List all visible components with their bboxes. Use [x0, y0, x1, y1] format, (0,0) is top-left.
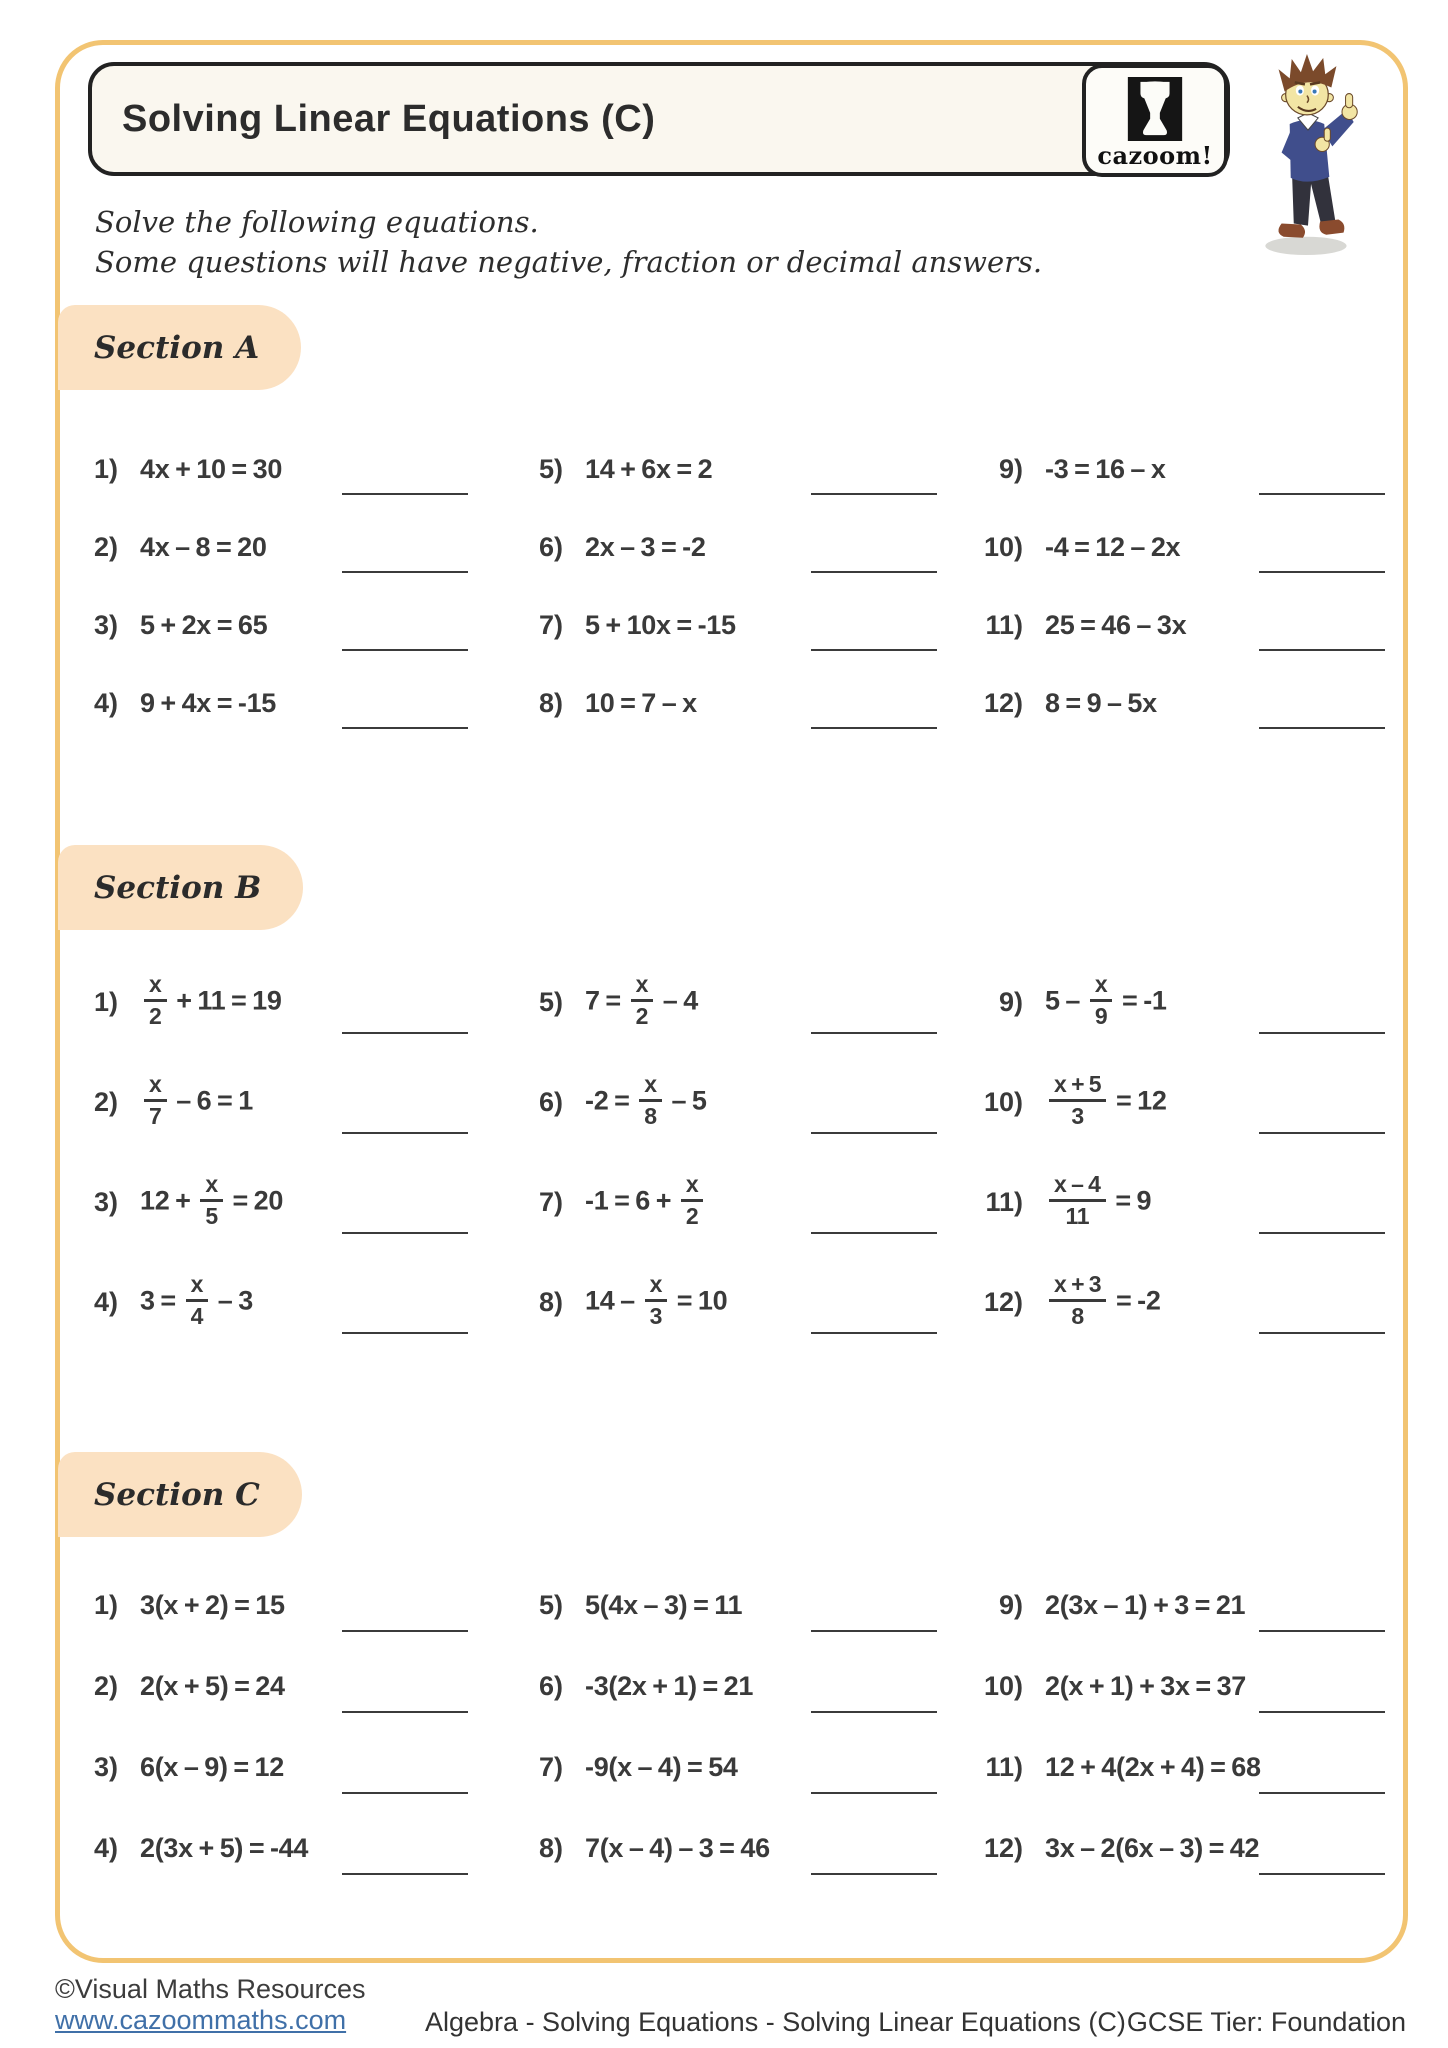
page-title: Solving Linear Equations (C) [122, 97, 656, 140]
section-a-tab [58, 305, 301, 390]
question-number: 5) [538, 1590, 563, 1620]
question-item [965, 586, 1385, 664]
question-number: 6) [538, 531, 563, 562]
question-number: 2) [93, 1671, 118, 1701]
fraction: $\frac{x}{8}$ [639, 1073, 662, 1128]
answer-line[interactable] [811, 1630, 937, 1632]
equation-text: $\frac{x + 3}{8}$ = -2 [1045, 1275, 1161, 1330]
mascot-boy-illustration [1243, 50, 1375, 260]
title-bar [88, 62, 1230, 176]
equation-text: 5 + 2x = 65 [140, 609, 268, 640]
answer-line[interactable] [1259, 1232, 1385, 1234]
question-number: 12) [983, 1833, 1023, 1863]
question-number: 12) [983, 1286, 1023, 1317]
answer-line[interactable] [1259, 571, 1385, 573]
section-b-label: Section B [94, 869, 262, 906]
answer-line[interactable] [811, 1032, 937, 1034]
question-item [60, 1565, 468, 1646]
answer-line[interactable] [342, 1711, 468, 1713]
equation-text: 2(x + 1) + 3x = 37 [1045, 1671, 1247, 1701]
answer-line[interactable] [342, 1873, 468, 1875]
answer-line[interactable] [342, 1792, 468, 1794]
question-item [60, 430, 468, 508]
section-b-tab [58, 845, 303, 930]
equation-text: 5(4x – 3) = 11 [585, 1590, 743, 1620]
question-item [60, 664, 468, 742]
equation-text: 2x – 3 = -2 [585, 531, 706, 562]
answer-line[interactable] [1259, 493, 1385, 495]
question-item [965, 1252, 1385, 1352]
equation-text: -4 = 12 – 2x [1045, 531, 1181, 562]
question-item [60, 1808, 468, 1889]
instruction-line-1: Solve the following equations. [95, 205, 539, 239]
question-item [965, 1052, 1385, 1152]
question-number: 11) [985, 1186, 1023, 1217]
equation-text: 25 = 46 – 3x [1045, 609, 1187, 640]
question-item [965, 508, 1385, 586]
answer-line[interactable] [342, 571, 468, 573]
equation-text: 2(3x – 1) + 3 = 21 [1045, 1590, 1246, 1620]
question-item [965, 430, 1385, 508]
equation-text: $\frac{x - 4}{11}$ = 9 [1045, 1175, 1151, 1230]
instructions [95, 202, 1042, 282]
answer-line[interactable] [1259, 649, 1385, 651]
question-number: 7) [538, 609, 563, 640]
fraction: $\frac{x}{5}$ [200, 1173, 223, 1228]
section-b [55, 845, 1405, 1355]
question-item [60, 1646, 468, 1727]
equation-text: $\frac{x + 5}{3}$ = 12 [1045, 1075, 1167, 1130]
question-number: 5) [538, 986, 563, 1017]
cazoom-logo [1082, 64, 1228, 177]
answer-line[interactable] [1259, 727, 1385, 729]
question-number: 4) [93, 1833, 118, 1863]
question-item [965, 1808, 1385, 1889]
answer-line[interactable] [1259, 1032, 1385, 1034]
question-item [60, 1152, 468, 1252]
question-number: 5) [538, 453, 563, 484]
question-item [60, 1052, 468, 1152]
question-number: 3) [93, 1752, 118, 1782]
question-item [505, 1052, 937, 1152]
question-item [505, 430, 937, 508]
question-item [505, 586, 937, 664]
question-number: 2) [93, 1086, 118, 1117]
question-number: 10) [983, 531, 1023, 562]
copyright-text: ©Visual Maths Resources [55, 1974, 366, 2004]
equation-text: 3(x + 2) = 15 [140, 1590, 285, 1620]
equation-text: 7 = $\frac{x}{2}$ – 4 [585, 970, 698, 1029]
section-c-tab [58, 1452, 302, 1537]
answer-line[interactable] [1259, 1711, 1385, 1713]
question-item [965, 664, 1385, 742]
question-number: 11) [985, 609, 1023, 640]
answer-line[interactable] [342, 493, 468, 495]
question-number: 8) [538, 1833, 563, 1863]
question-number: 10) [983, 1671, 1023, 1701]
equation-text: 14 + 6x = 2 [585, 453, 713, 484]
question-item [505, 1565, 937, 1646]
question-number: 4) [93, 1286, 118, 1317]
djembe-drum-icon [1127, 77, 1183, 141]
fraction: $\frac{x - 4}{11}$ [1049, 1173, 1106, 1228]
answer-line[interactable] [811, 1873, 937, 1875]
fraction: $\frac{x}{2}$ [681, 1173, 704, 1228]
answer-line[interactable] [342, 1332, 468, 1334]
question-number: 6) [538, 1671, 563, 1701]
question-number: 1) [93, 1590, 118, 1620]
question-number: 9) [998, 1590, 1023, 1620]
section-a-label: Section A [94, 329, 260, 366]
answer-line[interactable] [811, 571, 937, 573]
answer-line[interactable] [811, 493, 937, 495]
equation-text: 10 = 7 – x [585, 687, 697, 718]
logo-wordmark: cazoom! [1097, 141, 1213, 170]
equation-text: 4x – 8 = 20 [140, 531, 267, 562]
fraction: $\frac{x + 5}{3}$ [1049, 1073, 1106, 1128]
answer-line[interactable] [811, 1332, 937, 1334]
answer-line[interactable] [1259, 1630, 1385, 1632]
equation-text: 4x + 10 = 30 [140, 453, 283, 484]
instruction-line-2: Some questions will have negative, fraction or decimal answers. [95, 245, 1043, 279]
equation-text: -1 = 6 + $\frac{x}{2}$ [585, 1175, 707, 1230]
question-item [60, 1727, 468, 1808]
equation-text: 2(x + 5) = 24 [140, 1671, 285, 1701]
equation-text: $\frac{x}{2}$ + 11 = 19 [140, 975, 282, 1030]
question-item [505, 664, 937, 742]
website-link[interactable]: www.cazoommaths.com [55, 2005, 347, 2035]
equation-text: 5 – $\frac{x}{9}$ = -1 [1045, 970, 1167, 1029]
equation-text: $\frac{x}{7}$ – 6 = 1 [140, 1075, 253, 1130]
equation-text: -2 = $\frac{x}{8}$ – 5 [585, 1070, 707, 1129]
answer-line[interactable] [811, 1132, 937, 1134]
question-item [505, 1727, 937, 1808]
section-c-label: Section C [94, 1476, 260, 1513]
answer-line[interactable] [342, 727, 468, 729]
equation-text: 3 = $\frac{x}{4}$ – 3 [140, 1270, 253, 1329]
equation-text: -3(2x + 1) = 21 [585, 1671, 754, 1701]
equation-text: 3x – 2(6x – 3) = 42 [1045, 1833, 1260, 1863]
question-number: 9) [998, 453, 1023, 484]
equation-text: 7(x – 4) – 3 = 46 [585, 1833, 770, 1863]
question-number: 3) [93, 1186, 118, 1217]
fraction: $\frac{x}{3}$ [645, 1273, 668, 1328]
answer-line[interactable] [811, 1232, 937, 1234]
question-number: 9) [998, 986, 1023, 1017]
answer-line[interactable] [811, 649, 937, 651]
question-item [505, 1252, 937, 1352]
question-item [965, 1565, 1385, 1646]
question-item [965, 952, 1385, 1052]
answer-line[interactable] [811, 727, 937, 729]
question-item [60, 952, 468, 1052]
equation-text: 9 + 4x = -15 [140, 687, 277, 718]
question-number: 10) [983, 1086, 1023, 1117]
fraction: $\frac{x + 3}{8}$ [1049, 1273, 1106, 1328]
question-number: 7) [538, 1186, 563, 1217]
question-item [505, 952, 937, 1052]
question-item [965, 1646, 1385, 1727]
question-number: 1) [93, 986, 118, 1017]
question-item [60, 508, 468, 586]
equation-text: -3 = 16 – x [1045, 453, 1166, 484]
question-item [505, 1152, 937, 1252]
question-number: 2) [93, 531, 118, 562]
question-item [965, 1727, 1385, 1808]
answer-line[interactable] [342, 1032, 468, 1034]
question-number: 8) [538, 687, 563, 718]
question-item [60, 586, 468, 664]
answer-line[interactable] [342, 1132, 468, 1134]
answer-line[interactable] [342, 649, 468, 651]
fraction: $\frac{x}{9}$ [1090, 973, 1113, 1028]
fraction: $\frac{x}{4}$ [186, 1273, 209, 1328]
equation-text: 12 + 4(2x + 4) = 68 [1045, 1752, 1261, 1782]
question-item [505, 508, 937, 586]
question-number: 8) [538, 1286, 563, 1317]
section-c [55, 1452, 1405, 1892]
answer-line[interactable] [1259, 1873, 1385, 1875]
fraction: $\frac{x}{2}$ [631, 973, 654, 1028]
question-number: 11) [985, 1752, 1023, 1782]
equation-text: 12 + $\frac{x}{5}$ = 20 [140, 1170, 284, 1229]
answer-line[interactable] [1259, 1132, 1385, 1134]
equation-text: -9(x – 4) = 54 [585, 1752, 738, 1782]
fraction: $\frac{x}{2}$ [144, 973, 167, 1028]
answer-line[interactable] [342, 1232, 468, 1234]
question-number: 4) [93, 687, 118, 718]
question-number: 1) [93, 453, 118, 484]
question-item [505, 1646, 937, 1727]
question-number: 7) [538, 1752, 563, 1782]
answer-line[interactable] [342, 1630, 468, 1632]
question-item [505, 1808, 937, 1889]
equation-text: 6(x – 9) = 12 [140, 1752, 284, 1782]
equation-text: 14 – $\frac{x}{3}$ = 10 [585, 1270, 728, 1329]
fraction: $\frac{x}{7}$ [144, 1073, 167, 1128]
equation-text: 8 = 9 – 5x [1045, 687, 1157, 718]
section-a [55, 305, 1405, 750]
breadcrumb: Algebra - Solving Equations - Solving Linear Equations (C) [425, 2007, 1126, 2037]
answer-line[interactable] [811, 1792, 937, 1794]
equation-text: 2(3x + 5) = -44 [140, 1833, 309, 1863]
question-number: 3) [93, 609, 118, 640]
answer-line[interactable] [1259, 1332, 1385, 1334]
tier-label: GCSE Tier: Foundation [1126, 2007, 1406, 2037]
answer-line[interactable] [811, 1711, 937, 1713]
question-number: 12) [983, 687, 1023, 718]
equation-text: 5 + 10x = -15 [585, 609, 736, 640]
question-item [60, 1252, 468, 1352]
question-item [965, 1152, 1385, 1252]
question-number: 6) [538, 1086, 563, 1117]
answer-line[interactable] [1259, 1792, 1385, 1794]
